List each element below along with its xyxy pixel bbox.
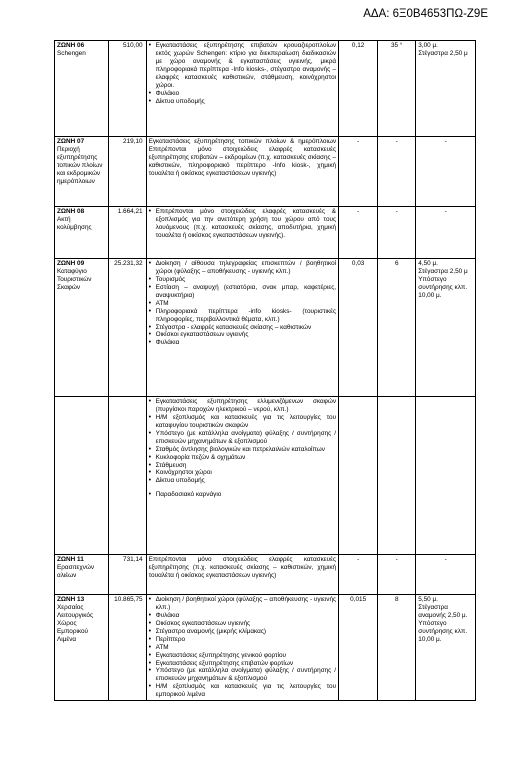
coverage-cell: -: [378, 555, 416, 595]
zone-cell: [55, 41, 109, 137]
list-item: • Τουρισμός: [149, 276, 336, 284]
description-list: [149, 398, 336, 499]
list-item: • Επιτρέπονται μόνο στοιχειώδεις ελαφρές κατασκευές & εξοπλισμός για την ανετότερη χρήση του χώρου από τους λουόμενους (π.χ. κατασκευές σκίασης, αποδυτήρια, χημική τουαλέτα ή οικίσκος εγκαταστάσεων υγιεινής).: [149, 208, 336, 240]
zone-code: ΖΩΝΗ 09: [57, 260, 85, 267]
list-item: • Εγκαταστάσεις εξυπηρέτησης γενικού φορτίου: [149, 652, 336, 660]
zone-cell: [55, 595, 109, 701]
height-cell: [416, 259, 476, 397]
list-item: • Εστίαση – αναψυχή (εστιατόρια, σνακ μπαρ, καφετέριες, αναψυκτήρια): [149, 284, 336, 300]
height-value: Στέγαστρα 2,50 μ: [418, 267, 468, 275]
description-list: [149, 42, 336, 106]
ratio-cell: [339, 397, 378, 555]
zone-code: ΖΩΝΗ 11: [57, 556, 84, 563]
list-item: • Δίκτυα υποδομής: [149, 477, 336, 485]
list-item: • Εγκαταστάσεις εξυπηρέτησης επιβατών φορτίων: [149, 660, 336, 668]
list-item: • Διοίκηση / βοηθητικοί χώροι (φύλαξης – αποθήκευσης - υγιεινής κλπ.): [149, 596, 336, 612]
zone-name: Περιοχή εξυπηρέτησης τοπικών πλοίων και εκδρομικών ημερόπλοιων: [57, 145, 103, 185]
table-row: [55, 595, 476, 701]
list-item: • Στάθμευση: [149, 462, 336, 470]
height-cell: [416, 41, 476, 137]
list-item: • Εγκαταστάσεις εξυπηρέτησης ελλιμενιζόμενων σκαφών (πυργίσκοι παροχών ηλεκτρικού – νερού, κλπ.): [149, 398, 336, 414]
height-value: 3,00 μ.: [418, 42, 438, 49]
table-row: [55, 41, 476, 137]
description-cell: [146, 207, 338, 259]
coverage-cell: -: [378, 207, 416, 259]
list-item: • Η/Μ εξοπλισμός και κατασκευές για τις λειτουργίες του καταφυγίου τουριστικών σκαφών: [149, 414, 336, 430]
height-value: Στέγαστρα αναμονής 2,50 μ.: [418, 603, 468, 619]
description-cell: [146, 555, 338, 595]
list-item: • Σταθμός άντλησης βιολογικών και πετρελαιλιών καταλοίπων: [149, 446, 336, 454]
description-list: [149, 208, 336, 240]
height-cell: [416, 137, 476, 207]
ratio-cell: 0,015: [339, 595, 378, 701]
zone-cell: [55, 555, 109, 595]
list-item: • ATM: [149, 300, 336, 308]
height-cell: [416, 397, 476, 555]
zone-code: ΖΩΝΗ 06: [57, 42, 85, 49]
zone-code: ΖΩΝΗ 08: [57, 208, 85, 215]
area-cell: 10.865,75: [108, 595, 146, 701]
height-cell: [416, 595, 476, 701]
height-value: 4,50 μ.: [418, 260, 438, 267]
list-item: • Παραδοσιακό καρνάγιο: [149, 491, 336, 499]
description-text: Επιτρέπονται μόνο στοιχειώδεις ελαφρές κατασκευές εξυπηρέτησης (π.χ. κατασκευές σκίασης – καθιστικών, χημική τουαλέτα ή οικίσκος εγκαταστάσεων υγιεινής): [148, 556, 337, 579]
zone-code: ΖΩΝΗ 13: [57, 596, 85, 603]
ratio-cell: -: [339, 137, 378, 207]
list-item: • Οικίσκος εγκαταστάσεων υγιεινής: [149, 620, 336, 628]
coverage-cell: 8: [378, 595, 416, 701]
height-value: -: [444, 138, 447, 145]
ratio-cell: -: [339, 207, 378, 259]
description-cell: [146, 595, 338, 701]
list-item: • Οικίσκοι εγκαταστάσεων υγιεινής: [149, 331, 336, 339]
list-item: • Κυκλοφορία πεζών & οχημάτων: [149, 454, 336, 462]
zone-name: Ερασιτεχνών αλιέων: [57, 563, 95, 579]
zone-cell: [55, 259, 109, 397]
list-item: • ATM: [149, 644, 336, 652]
area-cell: 25.231,32: [108, 259, 146, 397]
coverage-cell: [378, 397, 416, 555]
list-item: • Στέγαστρα - ελαφρές κατασκευές σκίασης – καθιστικών: [149, 324, 336, 332]
ratio-cell: -: [339, 555, 378, 595]
list-item: • Φυλάκιο: [149, 90, 336, 98]
list-item: • Φυλάκια: [149, 339, 336, 347]
list-item: • Υπόστεγο (με κατάλληλα ανοίγματα) φύλαξης / συντήρησης / επισκευών μηχανημάτων & εξοπλισμού: [149, 430, 336, 446]
description-cell: [146, 41, 338, 137]
description-text: Εγκαταστάσεις εξυπηρέτησης τοπικών πλοίων & ημερόπλοιων Επιτρέπονται μόνο στοιχειώδεις ελαφρές κατασκευές εξυπηρέτησης επιβατών – εκδρομέων (π.χ. κατασκευές σκίασης – καθιστικών, πληροφοριακό περίπτερο -Info kiosk-, χημική τουαλέτα ή οικίσκος εγκαταστάσεων υγιεινής): [148, 138, 337, 177]
zone-name: Χερσαίος Λειτουργικός Χώρος Εμπορικού Λιμένα: [57, 603, 94, 643]
height-value: Υπόστεγο συντήρησης κλπ. 10,00 μ.: [418, 275, 468, 299]
area-cell: [108, 397, 146, 555]
coverage-cell: 35 °: [378, 41, 416, 137]
table-row: [55, 259, 476, 397]
zone-name: Schengen: [57, 49, 86, 57]
list-item: • Περίπτερο: [149, 636, 336, 644]
description-cell: [146, 137, 338, 207]
list-item: • Εγκαταστάσεις εξυπηρέτησης επιβατών κρουαζιεροπλοίων εκτός χωρών Schengen: κτίριο για διεκπεραίωση διαδικασιών με χώρο αναμονής & εγκαταστάσεις υγιεινής, μικρά πληροφοριακά περίπτερα -Info kiosks-, στέγαστρο αναμονής – ελαφρές κατασκευές καθιστικών, στάθμευση, κοινόχρηστοι χώροι.: [149, 42, 336, 90]
description-cell: [146, 397, 338, 555]
area-cell: 1.664,21: [108, 207, 146, 259]
zone-cell: [55, 137, 109, 207]
ratio-cell: 0,03: [339, 259, 378, 397]
description-cell: [146, 259, 338, 397]
zones-table: [54, 40, 476, 701]
ada-code: ΑΔΑ: 6Ξ0Β4653ΠΩ-Ζ9Ε: [363, 8, 488, 20]
height-value: Υπόστεγο συντήρησης κλπ. 10,00 μ.: [418, 619, 468, 643]
ratio-cell: 0,12: [339, 41, 378, 137]
area-cell: 219,10: [108, 137, 146, 207]
table-row: [55, 137, 476, 207]
table-row: [55, 207, 476, 259]
list-item: • Πληροφοριακά περίπτερα -info kiosks- (τουριστικές πληροφορίες, περιβαλλοντικά θέματα, κλπ.): [149, 308, 336, 324]
height-value: -: [444, 208, 447, 215]
height-value: -: [444, 556, 447, 563]
zone-name: Καταφύγιο Τουριστικών Σκαφών: [57, 267, 92, 291]
coverage-cell: 6: [378, 259, 416, 397]
list-item: • Διοίκηση / αίθουσα τηλεγραφείας επισκεπτών / βοηθητικοί χώροι (φύλαξης – αποθήκευσης - υγιεινής κλπ.): [149, 260, 336, 276]
height-value: Στέγαστρα 2,50 μ: [418, 49, 468, 57]
height-value: 5,50 μ.: [418, 596, 438, 603]
description-list: [149, 596, 336, 699]
list-item: • Δίκτυα υποδομής: [149, 98, 336, 106]
table-row: [55, 397, 476, 555]
area-cell: 510,00: [108, 41, 146, 137]
list-item: • Η/Μ εξοπλισμός και κατασκευές για τις λειτουργίες του εμπορικού λιμένα: [149, 683, 336, 699]
zone-name: Ακτή κολύμβησης: [57, 215, 92, 231]
list-item: • Στέγαστρο αναμονής (μικρής κλίμακας): [149, 628, 336, 636]
coverage-cell: -: [378, 137, 416, 207]
description-list: [149, 260, 336, 347]
height-cell: [416, 207, 476, 259]
zone-code: ΖΩΝΗ 07: [57, 138, 85, 145]
list-item: • Υπόστεγο (με κατάλληλα ανοίγματα) φύλαξης / συντήρησης / επισκευών μηχανημάτων & εξοπλισμού: [149, 667, 336, 683]
table-row: [55, 555, 476, 595]
list-item: • Φυλάκια: [149, 612, 336, 620]
area-cell: 731,14: [108, 555, 146, 595]
zone-cell: [55, 207, 109, 259]
zone-cell: [55, 397, 109, 555]
list-item: • Κοινόχρηστοι χώροι: [149, 469, 336, 477]
height-cell: [416, 555, 476, 595]
